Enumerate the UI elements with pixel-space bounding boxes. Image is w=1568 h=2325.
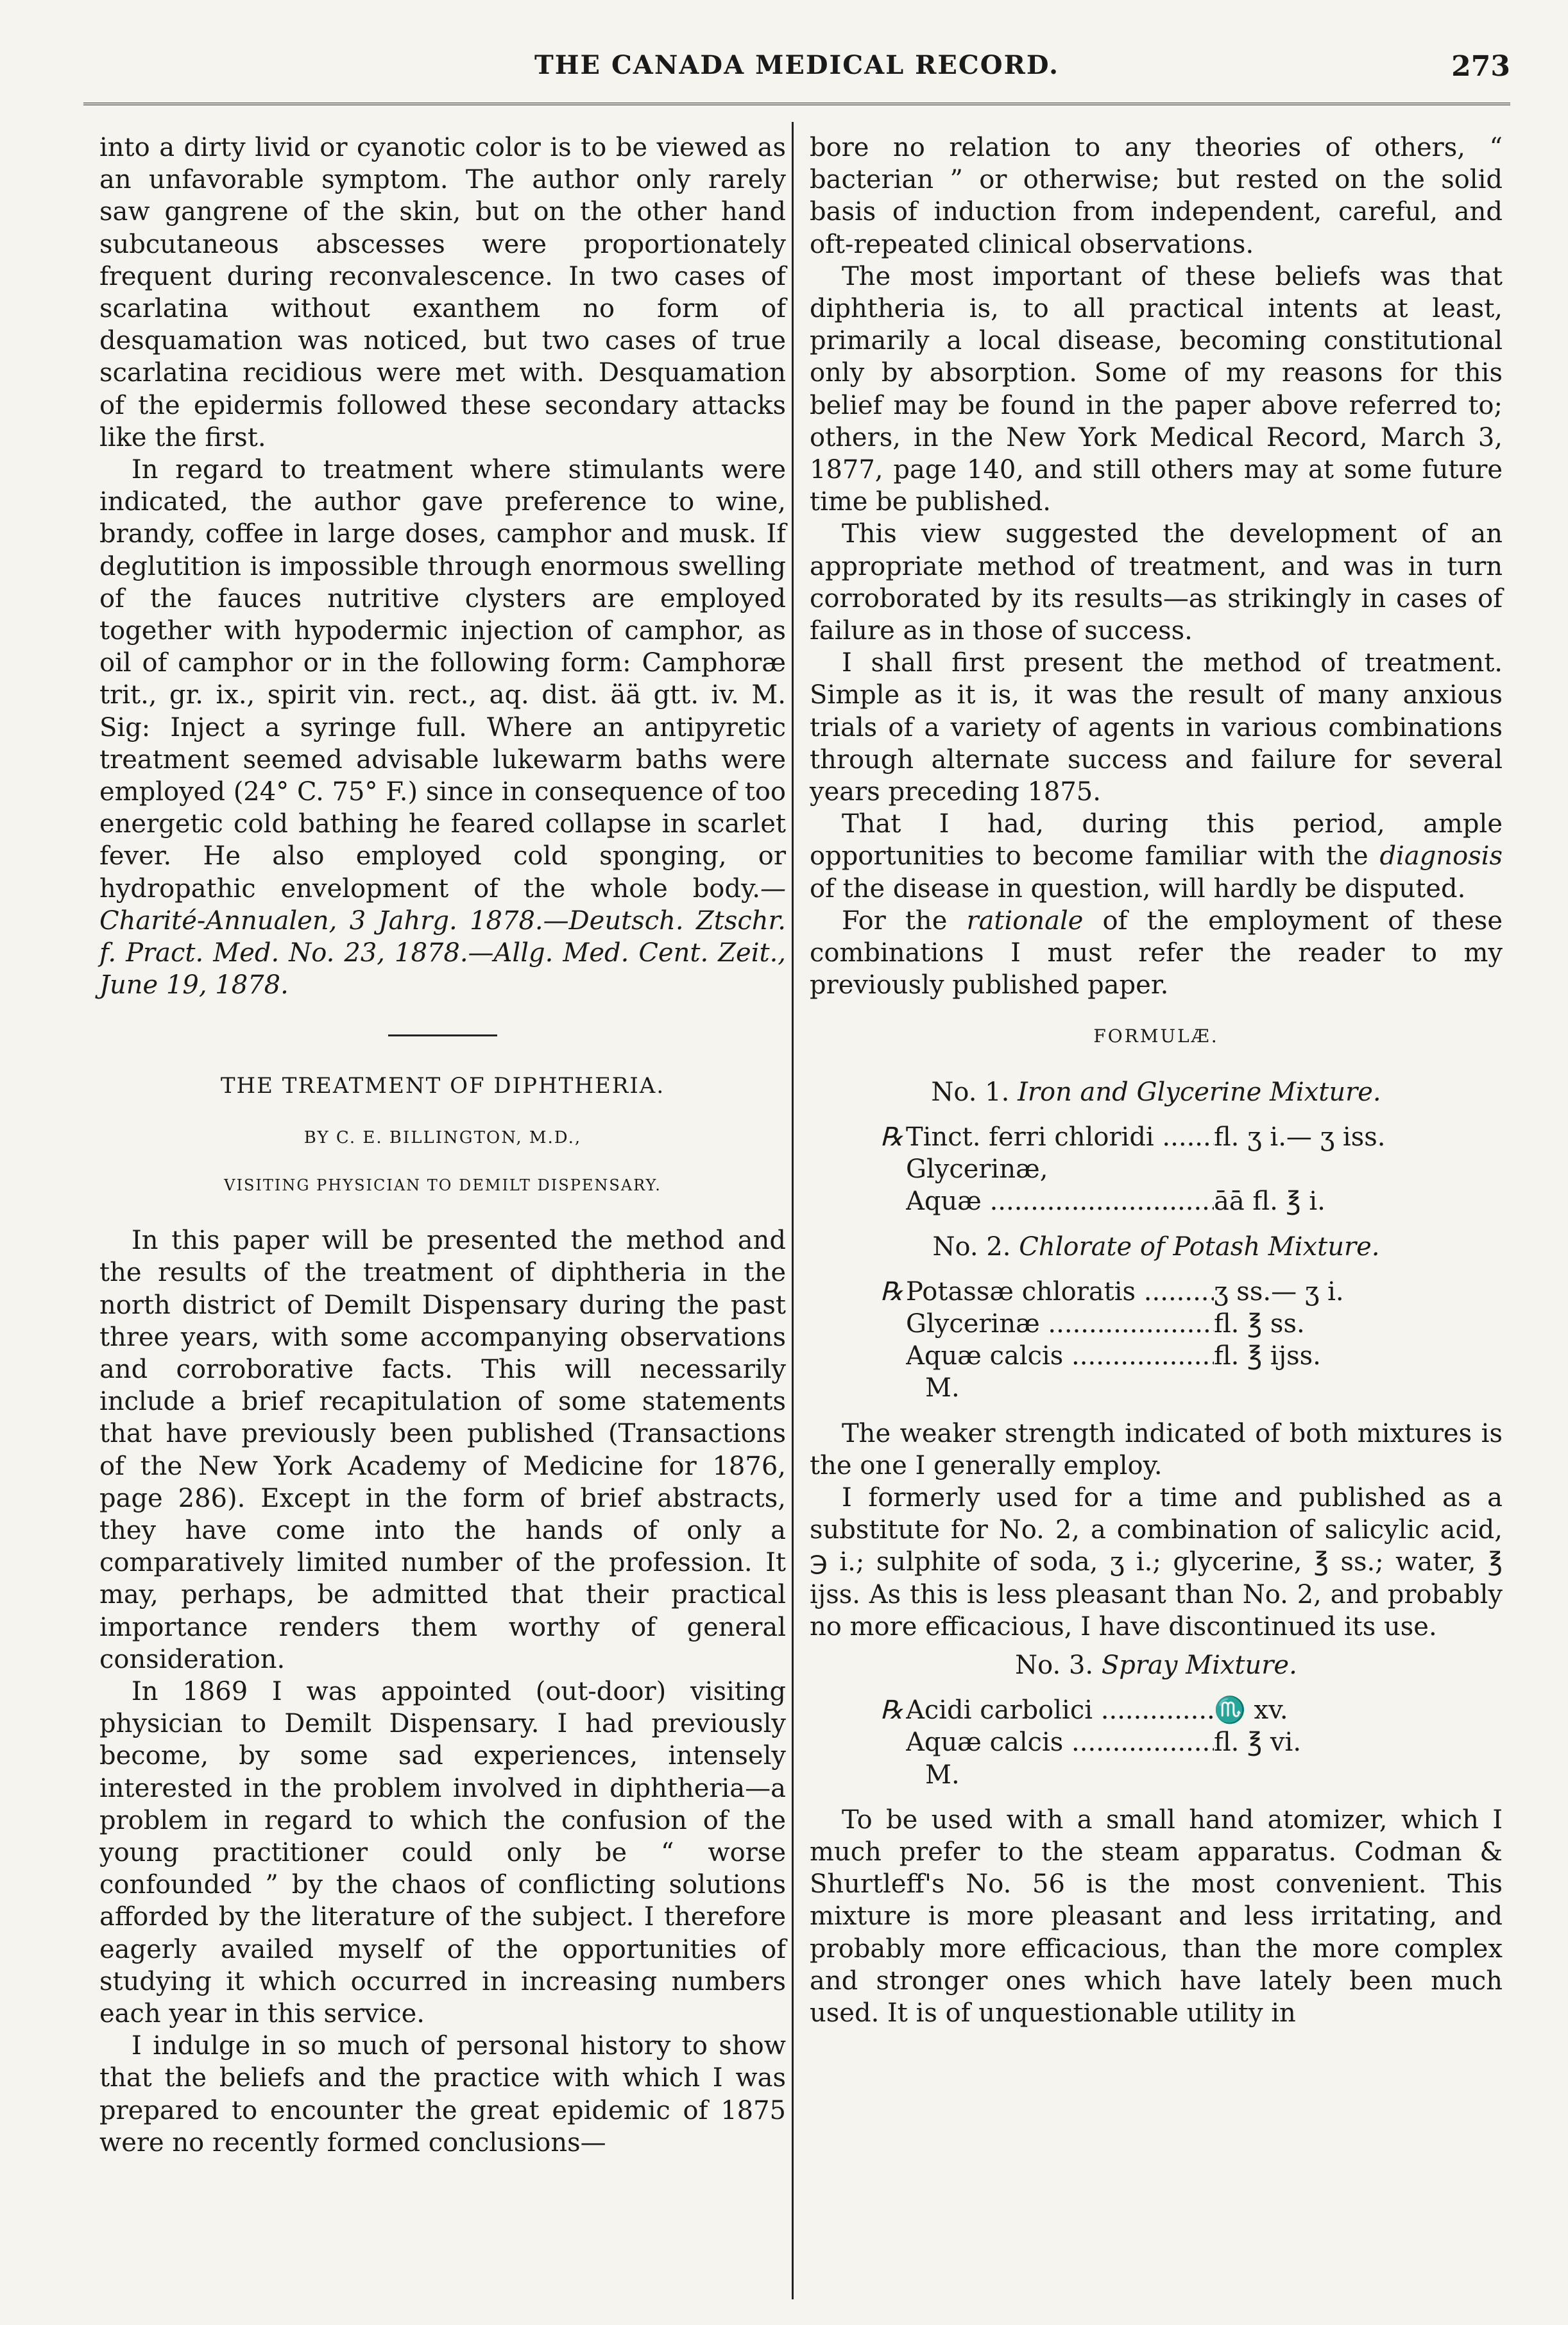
- byline-role: VISITING PHYSICIAN TO DEMILT DISPENSARY.: [224, 1176, 661, 1194]
- amount: ʒ ss.— ʒ i.: [1214, 1276, 1344, 1307]
- amount: ♏ xv.: [1214, 1695, 1288, 1726]
- rx-symbol: ℞: [880, 1122, 903, 1152]
- formulae-heading: FORMULÆ.: [1093, 1025, 1219, 1047]
- recipe-line: [880, 1153, 1503, 1185]
- rx-symbol: ℞: [880, 1695, 903, 1726]
- ingredient: Aquæ calcis .....: [906, 1726, 1214, 1758]
- amount: fl. ℥ ijss.: [1214, 1341, 1321, 1371]
- header-rule: [83, 103, 1510, 105]
- paragraph: [99, 454, 786, 1001]
- recipe: [880, 1276, 1503, 1405]
- recipe-misce: M.: [925, 1760, 960, 1790]
- ingredient: Glycerinæ .....: [906, 1308, 1214, 1340]
- byline: BY C. E. BILLINGTON, M.D.,: [303, 1128, 582, 1147]
- article-title: THE TREATMENT OF DIPHTHERIA.: [220, 1073, 665, 1099]
- ingredient: Acidi carbolici .....: [906, 1694, 1214, 1726]
- paragraph: The weaker strength indicated of both mixtures is the one I generally employ.: [810, 1418, 1503, 1480]
- paragraph: The most important of these beliefs was that diphtheria is, to all practical intents at least, primarily a local disease, becoming constitutional only by absorption. Some of my reasons for this belief may be found in the paper above referred to; others, in the New York Medical Record, March 3, 1877, page 140, and still others may at some future time be published.: [810, 261, 1503, 517]
- rx-symbol: ℞: [880, 1276, 903, 1307]
- recipe-line: [880, 1276, 1503, 1308]
- right-column: [810, 132, 1503, 2029]
- recipe-title: [810, 1649, 1503, 1681]
- amount: fl. ʒ i.— ʒ iss.: [1214, 1122, 1386, 1152]
- recipe-name: Chlorate of Potash Mixture.: [1019, 1231, 1380, 1262]
- recipe-number: No. 1.: [931, 1077, 1010, 1107]
- section-divider: [388, 1034, 497, 1036]
- recipe: [880, 1694, 1503, 1791]
- paragraph: In this paper will be presented the method and the results of the treatment of diphtheria in the north district of Demilt Dispensary during the past three years, with some accompanying observations and corroborative facts. This will necessarily include a brief recapitulation of some statements that have previously been published (Transactions of the New York Academy of Medicine for 1876, page 286). Except in the form of brief abstracts, they have come into the hands of only a comparatively limited number of the profession. It may, perhaps, be admitted that their practical importance renders them worthy of general consideration.: [99, 1226, 786, 1674]
- paragraph: into a dirty livid or cyanotic color is to be viewed as an unfavorable symptom. The author only rarely saw gangrene of the skin, but on the other hand subcutaneous abscesses were proportionately frequent during reconvalescence. In two cases of scarlatina without exanthem no form of desquamation was noticed, but two cases of true scarlatina recidious were met with. Desquamation of the epidermis followed these secondary attacks like the first.: [99, 133, 786, 452]
- ingredient: Tinct. ferri chloridi .....: [906, 1121, 1214, 1153]
- paragraph: [810, 905, 1503, 1002]
- paragraph: I indulge in so much of personal history to show that the beliefs and the practice with which I was prepared to encounter the great epidemic of 1875 were no recently formed conclusions—: [99, 2031, 786, 2158]
- ingredient: Aquæ .....: [906, 1185, 1214, 1217]
- ingredient: Aquæ calcis .....: [906, 1340, 1214, 1372]
- ingredient: Potassæ chloratis .....: [906, 1276, 1214, 1308]
- citation: —Charité-Annualen, 3 Jahrg. 1878.—Deutsch. Ztschr. f. Pract. Med. No. 23, 1878.—Allg. Med. Cent. Zeit., June 19, 1878.: [99, 873, 786, 1000]
- recipe-number: No. 2.: [932, 1231, 1011, 1262]
- recipe-line: [880, 1121, 1503, 1153]
- left-column: [99, 132, 786, 2159]
- paragraph: This view suggested the development of an appropriate method of treatment, and was in turn corroborated by its results—as strikingly in cases of failure as in those of success.: [810, 519, 1503, 646]
- paragraph: To be used with a small hand atomizer, which I much prefer to the steam apparatus. Codman & Shurtleff's No. 56 is the most convenient. This mixture is more pleasant and less irritating, and probably more efficacious, than the more complex and stronger ones which have lately been much used. It is of unquestionable utility in: [810, 1805, 1503, 2028]
- running-header: [83, 50, 1510, 95]
- recipe-line: [880, 1308, 1503, 1340]
- paragraph: In 1869 I was appointed (out-door) visiting physician to Demilt Dispensary. I had previously become, by some sad experiences, intensely interested in the problem involved in diphtheria—a problem in regard to which the confusion of the young practitioner could only be “ worse confounded ” by the chaos of conflicting solutions afforded by the literature of the subject. I therefore eagerly availed myself of the opportunities of studying it which occurred in increasing numbers each year in this service.: [99, 1676, 786, 2029]
- recipe-name: Iron and Glycerine Mixture.: [1018, 1077, 1381, 1107]
- recipe-title: [810, 1076, 1503, 1108]
- recipe-number: No. 3.: [1015, 1650, 1094, 1680]
- amount: fl. ℥ vi.: [1214, 1728, 1302, 1758]
- amount: āā fl. ℥ i.: [1214, 1187, 1325, 1217]
- ingredient: Glycerinæ,: [906, 1154, 1048, 1185]
- recipe-name: Spray Mixture.: [1101, 1650, 1297, 1680]
- recipe: [880, 1121, 1503, 1218]
- recipe-misce: M.: [925, 1373, 960, 1403]
- paragraph: I shall first present the method of treatment. Simple as it is, it was the result of many anxious trials of a variety of agents in various combinations through alternate success and failure for several years preceding 1875.: [810, 648, 1503, 807]
- amount: fl. ℥ ss.: [1214, 1308, 1305, 1339]
- recipe-title: [810, 1231, 1503, 1263]
- running-title: THE CANADA MEDICAL RECORD.: [534, 50, 1059, 80]
- paragraph: [810, 808, 1503, 905]
- paragraph: I formerly used for a time and published as a substitute for No. 2, a combination of salicylic acid, ℈ i.; sulphite of soda, ʒ i.; glycerine, ℥ ss.; water, ℥ ijss. As this is less pleasant than No. 2, and probably no more efficacious, I have discontinued its use.: [810, 1482, 1503, 1642]
- recipe-line: [880, 1694, 1503, 1726]
- recipe-line: [880, 1726, 1503, 1758]
- column-divider: [792, 122, 794, 2299]
- page-number: 273: [1451, 50, 1510, 83]
- paragraph: bore no relation to any theories of others, “ bacterian ” or otherwise; but rested on the solid basis of induction from independent, careful, and oft-repeated clinical observations.: [810, 133, 1503, 259]
- emphasis: rationale: [966, 905, 1084, 936]
- paragraph-text: That I had, during this period, ample opportunities to become familiar with the: [810, 809, 1503, 871]
- paragraph-text: of the disease in question, will hardly be disputed.: [810, 873, 1466, 904]
- paragraph-text: In regard to treatment where stimulants were indicated, the author gave preference to wine, brandy, coffee in large doses, camphor and musk. If deglutition is impossible through enormous swelling of the fauces nutritive clysters are employed together with hypodermic injection of camphor, as oil of camphor or in the following form: Camphoræ trit., gr. ix., spirit vin. rect., aq. dist. ää gtt. iv. M. Sig: Inject a syringe full. Where an antipyretic treatment seemed advisable lukewarm baths were employed (24° C. 75° F.) since in consequence of too energetic cold bathing he feared collapse in scarlet fever. He also employed cold sponging, or hydropathic envelopment of the whole body.: [99, 455, 786, 904]
- recipe-line: [880, 1185, 1503, 1217]
- recipe-line: [880, 1340, 1503, 1372]
- paragraph-text: For the: [842, 905, 967, 936]
- paragraph-text: of the employment of these combinations I must refer the reader to my previously published paper.: [810, 905, 1503, 1000]
- emphasis: diagnosis: [1379, 841, 1503, 871]
